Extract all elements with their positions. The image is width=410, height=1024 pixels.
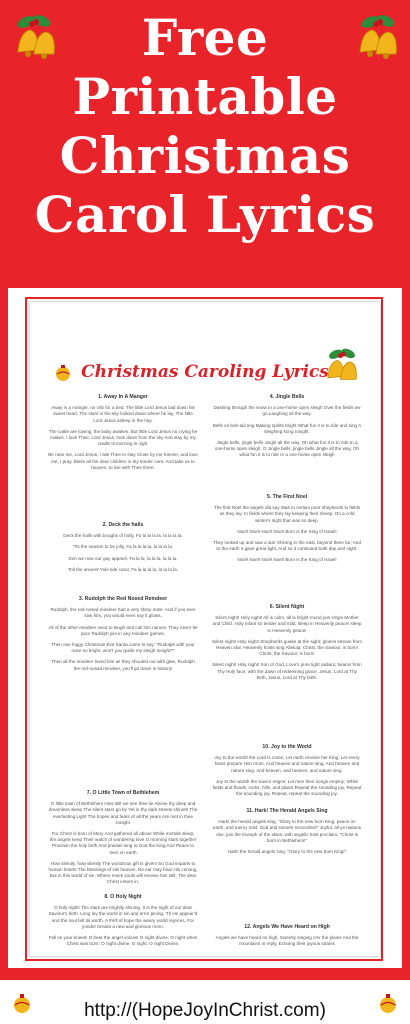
song-block: [212, 808, 362, 860]
lyrics-paragraph: Don we now our gay apparel, Fa la la, la la la, la la la.: [68, 555, 178, 561]
lyrics-paragraph: Toll the ancient Yule tide carol, Fa la la la la, la la la la.: [68, 566, 178, 572]
song-block: [48, 522, 198, 578]
title-line-1: Free: [141, 8, 269, 67]
song-title: 8. O Holy Night: [104, 894, 142, 900]
title-line-2: Printable: [72, 67, 338, 126]
sheet-title: Christmas Caroling Lyrics: [81, 362, 329, 382]
lyrics-paragraph: Hark! the herald angels sing, "Glory to the new born King!": [227, 849, 347, 855]
song-block: [48, 394, 198, 476]
website-url[interactable]: http://(HopeJoyInChrist.com): [84, 1000, 326, 1021]
lyrics-paragraph: The first Noel the angels did say Was to certain poor shepherds in fields as they lay: In fields where they lay keeping their sheep, On a cold winter's night that was so deep.: [213, 505, 361, 523]
song-block: [212, 394, 362, 464]
lyrics-paragraph: Noel! Noel! Noel! Noel! Born is the King of Israel!: [237, 528, 337, 534]
lyrics-paragraph: Joy to the world! the Savior reigns; Let men their songs employ; While fields and floods, rocks, hills, and plains Repeat the sounding joy, Repeat the sounding joy, Repeat, repeat the sounding joy.: [212, 778, 362, 797]
song-title: 12. Angels We Have Heard on High: [244, 924, 330, 930]
song-title: 7. O Little Town of Bethlehem: [86, 790, 160, 796]
header-banner: [0, 0, 410, 276]
song-block: [212, 744, 362, 802]
lyrics-paragraph: Away in a manger, no crib for a bed. The little Lord Jesus laid down his sweet head. The stars in the sky looked down where he lay, The little Lord Jesus asleep in the hay.: [51, 405, 195, 423]
song-title: 1. Away In A Manger: [98, 394, 148, 400]
lyrics-paragraph: For Christ is born of Mary And gathered all above While mortals sleep, the angels keep Their watch of wondering love O morning stars together Proclaim the holy birth And praises sing to God the King And Peace to men on earth: [49, 831, 197, 855]
song-title: 4. Jingle Bells: [269, 394, 305, 400]
song-title: 11. Hark! The Herald Angels Sing: [246, 808, 328, 814]
lyrics-paragraph: Jingle bells, jingle bells Jingle all the way, Oh what fun it is to ride In a one-horse open sleigh. O Jingle bells, jingle bells Jingle all the way, Oh what fun it is to ride In a one-horse open sleigh: [214, 440, 360, 458]
lyrics-paragraph: Dashing through the snow In a one-horse open sleigh Over the fields we go Laughing all the way.: [213, 405, 361, 417]
lyrics-paragraph: The cattle are lowing, the baby awakes, But little Lord Jesus no crying he makes. I love Thee, Lord Jesus, look down from the sky And stay by my cradle til morning is nigh.: [48, 428, 198, 447]
lyrics-paragraph: Silent night! Holy night! Shepherds quake at the sight; glories stream from Heaven afar, Heavenly hosts sing Alleluia, Christ, the Saviour, is born! Christ, the Saviour, is born!: [212, 638, 362, 657]
lyrics-paragraph: Joy to the world! the Lord is come; Let earth receive her King; Let every heart prepare Him room, And heaven and nature sing, And heaven and nature sing, And heaven, and heaven, and nature sing.: [214, 755, 360, 773]
lyrics-paragraph: Then all the reindeer loved him as they shouted out with glee, Rudolph the red-nosed reindeer, you'll go down in history!: [51, 659, 195, 671]
lyrics-paragraph: All of the other reindeer used to laugh and call him names. They never let poor Rudolph join in any reindeer games.: [48, 624, 198, 636]
song-block: [48, 596, 198, 677]
lyrics-paragraph: Be near me, Lord Jesus, I ask Thee to stay Close by me forever, and love me, I pray. Bless all the dear children in thy tender care, And take us to heaven, to live with Thee there.: [48, 452, 198, 470]
bells-holly-icon: [320, 346, 364, 386]
lyrics-paragraph: Silent night! Holy night! All is calm, all is bright round yon Virgin Mother and Child. Holy infant so tender and mild, sleep in Heavenly peace! sleep in Heavenly peace!: [212, 615, 362, 633]
song-block: [48, 894, 198, 952]
lyrics-paragraph: Fall on your knees! O hear the angel voices! O night divine, O night when Christ was born; O night divine, O night, O night Divine.: [48, 935, 198, 947]
song-title: 5. The First Noel: [266, 494, 308, 500]
lyrics-sheet: [30, 302, 380, 956]
lyrics-frame: [0, 276, 410, 980]
lyrics-paragraph: O little town of Bethlehem How still we see thee lie Above thy deep and dreamless sleep The silent stars go by Yet in thy dark streets shineth The everlasting Light The hopes and fears of all the years Are met in thee tonight: [48, 801, 198, 825]
lyrics-paragraph: 'Tis the season to be jolly, Fa la la la la, la la la la.: [72, 544, 174, 550]
song-title: 2. Deck the halls: [102, 522, 144, 528]
song-block: [212, 924, 362, 953]
lyrics-paragraph: O holy night! The stars are brightly shining, It is the night of our dear Saviour's birth. Long lay the world in sin and error pining, 'Til He appear'd and the soul felt its worth. A thrill of hope the weary world rejoices, For yonder breaks a new and glorious morn.: [48, 905, 198, 929]
song-title: 6. Silent Night: [269, 604, 305, 610]
lyrics-paragraph: Noel! Noel! Noel! Noel! Born is the King of Israel!: [237, 557, 337, 563]
lyrics-paragraph: They looked up and saw a star Shining in the east, beyond them far; And to the earth it gave great light, And so it continued both day and night.: [213, 540, 361, 552]
lyrics-paragraph: Angels we have heard on high, Sweetly singing o'er the plains And the mountains in reply, Echoing their joyous strains: [215, 935, 359, 947]
title-line-4: Carol Lyrics: [34, 185, 376, 244]
lyrics-paragraph: Silent night! Holy night! Son of God, Love's pure light radiant, beams from Thy Holy face, with the dawn of redeeming grace, Jesus, Lord at Thy birth, Jesus, Lord at Thy birth.: [212, 662, 362, 680]
title-line-3: Christmas: [59, 126, 351, 185]
song-title: 3. Rudolph the Red Nosed Reindeer: [78, 596, 168, 602]
lyrics-paragraph: Deck the halls with boughs of holly, Fa la la la la, la la la la.: [63, 533, 183, 539]
lyrics-paragraph: Bells on bob-tail ring Making spirits bright What fun it is to ride and sing A sleighing song tonight.: [212, 422, 362, 434]
lyrics-paragraph: Rudolph, the red-nosed reindeer had a very shiny nose. And if you ever saw him, you would even say it glows.: [50, 607, 196, 619]
frame-inner: [8, 288, 402, 968]
lyrics-paragraph: Then one foggy Christmas Eve Santa came to say: "Rudolph with your nose so bright, won't you guide my sleigh tonight?": [51, 642, 195, 654]
lyrics-paragraph: How silently, how silently The wondrous gift is given! So God imparts to human hearts The blessings of His heaven. No ear may hear His coming, But in this world of sin, Where meek souls will receive him still, The dear Christ enters in.: [48, 860, 198, 885]
song-block: [212, 604, 362, 686]
page-title: [0, 8, 410, 244]
song-block: [48, 790, 198, 891]
song-block: [212, 494, 362, 569]
lyrics-paragraph: Hark! the herald angels sing, "Glory to the new born King, peace on earth, and mercy mild, God and sinners reconciled!" Joyful, all ye nations rise, join the triumph of the skies; with angelic host proclaim, "Christ is born in Bethlehem!": [212, 819, 362, 843]
song-title: 10. Joy to the World: [262, 744, 312, 750]
